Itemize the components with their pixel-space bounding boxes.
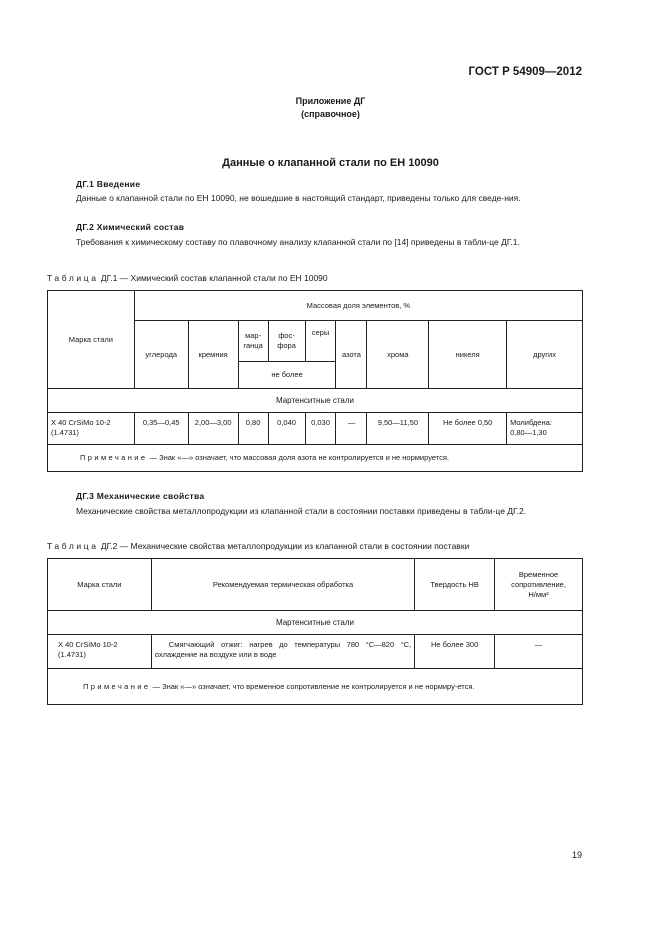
section-heading-mechanical: ДГ.3 Механические свойства <box>76 491 205 501</box>
header-not-more-than: не более <box>238 362 336 389</box>
table1-note <box>48 445 583 472</box>
row-grade-name: X 40 CrSiMo 10-2 <box>58 640 118 649</box>
row-grade <box>48 413 135 445</box>
row-grade-number: (1.4731) <box>51 428 79 437</box>
mechanical-properties-table <box>47 558 583 705</box>
header-manganese-line2: ганца <box>243 341 263 350</box>
header-other: других <box>507 321 583 389</box>
page-number: 19 <box>571 850 582 860</box>
table1-caption-prefix: Таблица <box>47 273 99 283</box>
appendix-note: (справочное) <box>301 109 360 119</box>
row-grade-number: (1.4731) <box>58 650 86 659</box>
table1-note-prefix: Примечание <box>80 453 148 462</box>
header-nitrogen: азота <box>336 321 367 389</box>
row-chromium: 9,50—11,50 <box>367 413 429 445</box>
row-other-line2: 0,80—1,30 <box>510 428 547 437</box>
header-phosphorus <box>268 321 305 362</box>
section-text-chemical: Требования к химическому составу по плавочному анализу клапанной стали по [14] приведены в табли-це ДГ.1. <box>76 237 520 247</box>
row-grade-name: X 40 CrSiMo 10-2 <box>51 418 111 427</box>
header-grade: Марка стали <box>48 559 152 611</box>
row-silicon: 2,00—3,00 <box>188 413 238 445</box>
header-heat-treatment: Рекомендуемая термическая обработка <box>151 559 414 611</box>
section-text-mechanical: Механические свойства металлопродукции из клапанной стали в состоянии поставки приведены в табли-це ДГ.2. <box>76 506 527 516</box>
header-silicon: кремния <box>188 321 238 389</box>
row-heat-treatment: Смягчающий отжиг: нагрев до температуры 780 °C—820 °C, охлаждение на воздухе или в воде <box>151 635 414 669</box>
header-chromium: хрома <box>367 321 429 389</box>
header-tensile-strength <box>495 559 583 611</box>
row-carbon: 0,35—0,45 <box>134 413 188 445</box>
section-heading-intro: ДГ.1 Введение <box>76 179 141 189</box>
header-phosphorus-line2: фора <box>277 341 296 350</box>
row-grade <box>48 635 152 669</box>
header-carbon: углерода <box>134 321 188 389</box>
header-grade: Марка стали <box>48 291 135 389</box>
table2-caption-text: ДГ.2 — Механические свойства металлопродукции из клапанной стали в состоянии поставки <box>98 541 470 551</box>
standard-number: ГОСТ Р 54909—2012 <box>468 66 582 78</box>
row-other-line1: Молибдена: <box>510 418 552 427</box>
header-hardness: Твердость НВ <box>415 559 495 611</box>
chemical-composition-table <box>47 290 583 472</box>
header-tensile-line2: сопротивление, <box>511 579 566 589</box>
header-manganese <box>238 321 268 362</box>
header-tensile-line1: Временное <box>518 569 559 579</box>
table2-note-text: — Знак «—» означает, что временное сопротивление не контролируется и не нормиру-ется. <box>150 682 475 691</box>
table1-caption <box>47 273 328 283</box>
header-manganese-line1: мар- <box>245 331 262 340</box>
group-martensitic: Мартенситные стали <box>48 389 583 413</box>
section-heading-chemical: ДГ.2 Химический состав <box>76 222 185 232</box>
table2-caption <box>47 541 469 551</box>
row-tensile-strength: — <box>495 635 583 669</box>
row-nitrogen: — <box>336 413 367 445</box>
row-nickel: Не более 0,50 <box>429 413 507 445</box>
header-sulfur: серы <box>305 321 336 362</box>
table2-note <box>48 669 583 705</box>
header-nickel: никеля <box>429 321 507 389</box>
document-title: Данные о клапанной стали по ЕН 10090 <box>222 157 439 169</box>
row-sulfur: 0,030 <box>305 413 336 445</box>
appendix-title: Приложение ДГ <box>295 96 366 106</box>
table2-caption-prefix: Таблица <box>47 541 99 551</box>
row-hardness: Не более 300 <box>415 635 495 669</box>
table1-note-text: — Знак «—» означает, что массовая доля азота не контролируется и не нормируется. <box>147 453 450 462</box>
row-other <box>507 413 583 445</box>
row-manganese: 0,80 <box>238 413 268 445</box>
header-phosphorus-line1: фос- <box>278 331 295 340</box>
header-mass-fraction: Массовая доля элементов, % <box>134 291 582 321</box>
group-martensitic: Мартенситные стали <box>48 611 583 635</box>
table2-note-prefix: Примечание <box>83 682 151 691</box>
section-text-intro: Данные о клапанной стали по ЕН 10090, не вошедшие в настоящий стандарт, приведены только для сведе-ния. <box>76 193 521 203</box>
row-phosphorus: 0,040 <box>268 413 305 445</box>
header-tensile-unit: Н/мм² <box>528 589 549 599</box>
table1-caption-text: ДГ.1 — Химический состав клапанной стали по ЕН 10090 <box>98 273 328 283</box>
